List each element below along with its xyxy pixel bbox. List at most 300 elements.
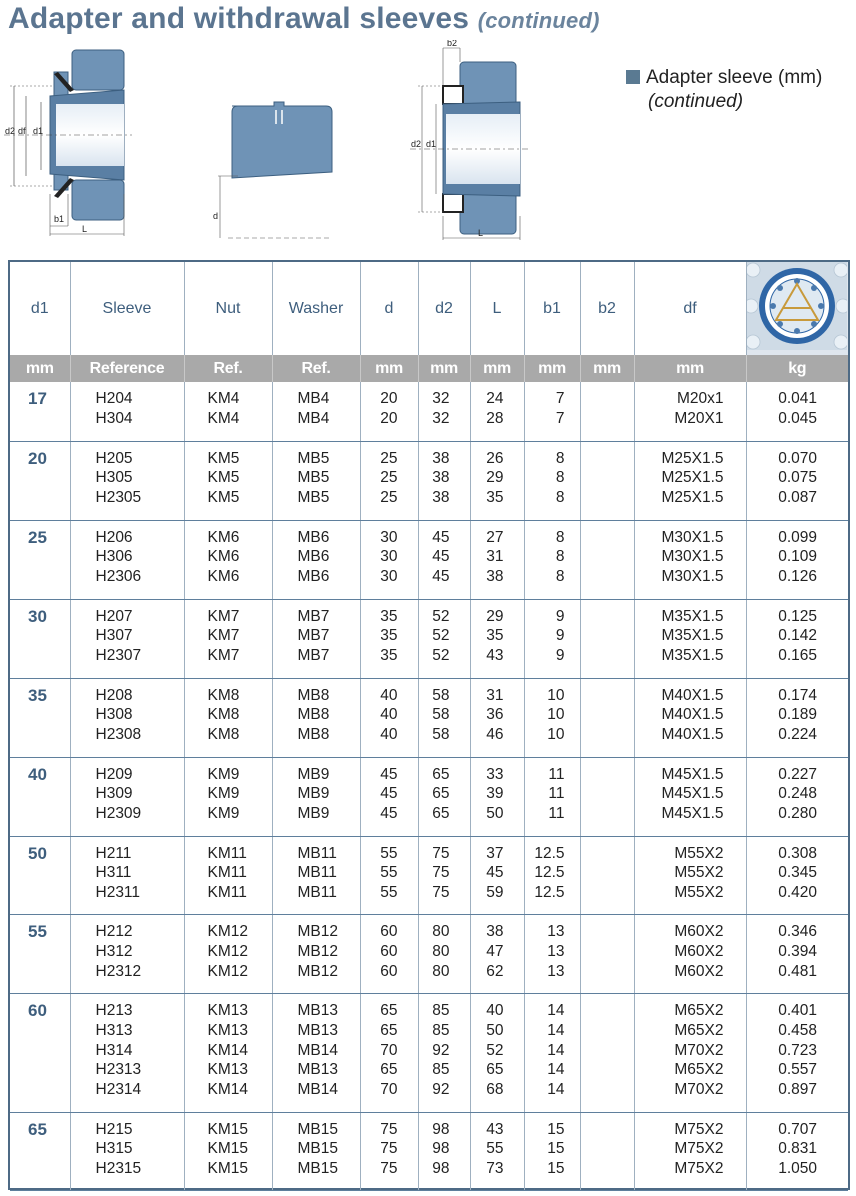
L-cell-line: 33 — [486, 765, 504, 783]
legend-label: Adapter sleeve (mm) — [646, 67, 823, 88]
df-cell-line: M55X2 — [674, 844, 724, 862]
d-cell-line: 60 — [380, 943, 398, 961]
sleeve-ref-cell-line: H2311 — [95, 883, 141, 901]
b1-cell-line: 14 — [547, 1041, 565, 1059]
kg-cell-line: 0.248 — [778, 785, 817, 803]
sleeve-ref-cell — [70, 915, 184, 994]
nut-ref-cell — [184, 994, 272, 1112]
d2-cell — [418, 520, 470, 599]
washer-ref-cell-line: MB12 — [297, 923, 338, 941]
df-cell-line: M20x1 — [676, 390, 724, 407]
fig1-d1-label: d1 — [33, 126, 44, 136]
nut-ref-cell — [184, 915, 272, 994]
df-cell-line: M30X1.5 — [661, 548, 724, 566]
d2-cell-line: 45 — [432, 548, 450, 566]
kg-cell — [746, 382, 848, 441]
table-row — [10, 836, 848, 915]
nut-ref-cell-line: KM5 — [207, 489, 240, 507]
sleeve-ref-cell — [70, 441, 184, 520]
d-cell-line: 40 — [380, 706, 398, 724]
d2-cell-line: 45 — [432, 528, 450, 546]
unit-b1: mm — [524, 355, 580, 382]
nut-ref-cell — [184, 520, 272, 599]
b1-cell — [524, 382, 580, 441]
d2-cell — [418, 382, 470, 441]
d-cell-line: 30 — [380, 528, 398, 546]
df-cell-line: M25X1.5 — [661, 449, 724, 467]
sleeve-ref-cell-line: H209 — [95, 765, 133, 783]
df-cell-line: M60X2 — [674, 943, 724, 961]
d2-cell — [418, 836, 470, 915]
d-cell-line: 45 — [380, 804, 398, 822]
df-cell-line: M40X1.5 — [661, 725, 724, 743]
kg-cell-line: 0.126 — [778, 567, 817, 585]
nut-ref-cell-line: KM5 — [207, 469, 240, 487]
row-d1-line: 20 — [28, 448, 47, 468]
b2-cell — [580, 915, 634, 994]
d2-cell-line: 98 — [432, 1140, 450, 1158]
b1-cell-line: 14 — [547, 1080, 565, 1098]
row-d1-line: 17 — [28, 389, 47, 408]
unit-sleeve: Reference — [70, 355, 184, 382]
row-d1 — [10, 599, 70, 678]
b1-cell-line: 8 — [555, 469, 565, 487]
d2-cell-line: 52 — [432, 627, 450, 645]
b1-cell-line: 7 — [555, 409, 565, 427]
b1-cell — [524, 836, 580, 915]
b1-cell — [524, 757, 580, 836]
nut-ref-cell-line: KM8 — [207, 706, 240, 724]
L-cell-line: 73 — [486, 1159, 504, 1177]
df-cell-line: M70X2 — [674, 1080, 724, 1098]
col-header-d1: d1 — [10, 262, 70, 355]
b1-cell-line: 8 — [555, 449, 565, 467]
col-header-df: df — [634, 262, 746, 355]
b1-cell-line: 15 — [547, 1120, 565, 1138]
table-row — [10, 994, 848, 1112]
table-row — [10, 915, 848, 994]
b1-cell-line: 13 — [547, 943, 565, 961]
washer-ref-cell-line: MB12 — [297, 943, 338, 961]
fig3-L-label: L — [478, 228, 484, 238]
L-cell-line: 38 — [486, 567, 504, 585]
L-cell-line: 45 — [486, 864, 504, 882]
d-cell-line: 60 — [380, 962, 398, 980]
washer-ref-cell-line: MB7 — [297, 607, 330, 625]
washer-ref-cell — [272, 520, 360, 599]
kg-cell — [746, 836, 848, 915]
L-cell — [470, 994, 524, 1112]
df-cell-line: M35X1.5 — [661, 646, 724, 664]
unit-L: mm — [470, 355, 524, 382]
L-cell-line: 28 — [486, 409, 504, 427]
df-cell-line: M30X1.5 — [661, 528, 724, 546]
b2-cell-line — [581, 1120, 614, 1140]
b1-cell-line: 15 — [547, 1140, 565, 1158]
d2-cell — [418, 994, 470, 1112]
washer-ref-cell-line: MB6 — [297, 548, 330, 566]
L-cell-line: 26 — [486, 449, 504, 467]
b2-cell-line — [581, 922, 614, 942]
kg-cell-line: 0.280 — [778, 804, 817, 822]
nut-ref-cell-line: KM14 — [207, 1041, 248, 1059]
kg-cell-line: 0.099 — [778, 528, 817, 546]
kg-cell-line: 0.174 — [778, 686, 817, 704]
df-cell — [634, 441, 746, 520]
d-cell — [360, 678, 418, 757]
row-d1-line: 65 — [28, 1119, 47, 1139]
df-cell — [634, 520, 746, 599]
sleeve-ref-cell-line: H207 — [95, 607, 133, 625]
b1-cell-line: 7 — [555, 390, 565, 407]
d-cell-line: 75 — [380, 1120, 398, 1138]
table-row — [10, 757, 848, 836]
row-d1 — [10, 441, 70, 520]
b2-cell-line — [581, 844, 614, 864]
sleeve-ref-cell-line: H314 — [95, 1041, 133, 1059]
df-cell-line: M65X2 — [674, 1061, 724, 1079]
d-cell-line: 30 — [380, 548, 398, 566]
b2-cell — [580, 382, 634, 441]
kg-cell — [746, 599, 848, 678]
d2-cell-line: 52 — [432, 607, 450, 625]
nut-ref-cell-line: KM12 — [207, 943, 248, 961]
b2-cell — [580, 994, 634, 1112]
d-cell — [360, 757, 418, 836]
b1-cell-line: 11 — [548, 765, 565, 783]
L-cell-line: 68 — [486, 1080, 504, 1098]
b2-cell — [580, 1112, 634, 1191]
washer-ref-cell-line: MB11 — [297, 844, 337, 862]
kg-cell-line: 0.087 — [778, 489, 817, 507]
sleeve-ref-cell — [70, 836, 184, 915]
df-cell-line: M30X1.5 — [661, 567, 724, 585]
kg-cell-line: 0.224 — [778, 725, 817, 743]
sleeve-ref-cell-line: H2313 — [95, 1061, 142, 1079]
kg-cell — [746, 994, 848, 1112]
b1-cell-line: 12.5 — [534, 883, 565, 901]
nut-ref-cell-line: KM11 — [207, 883, 247, 901]
sleeve-ref-cell-line: H2312 — [95, 962, 142, 980]
d2-cell-line: 80 — [432, 943, 450, 961]
L-cell — [470, 382, 524, 441]
row-d1-line: 25 — [28, 527, 47, 547]
L-cell-line: 65 — [486, 1061, 504, 1079]
d-cell — [360, 915, 418, 994]
b2-cell — [580, 520, 634, 599]
d2-cell-line: 65 — [432, 804, 450, 822]
row-d1 — [10, 836, 70, 915]
kg-cell-line: 0.557 — [778, 1061, 817, 1079]
washer-ref-cell-line: MB6 — [297, 567, 330, 585]
L-cell — [470, 836, 524, 915]
d-cell — [360, 520, 418, 599]
kg-cell-line: 0.041 — [778, 390, 817, 407]
b1-cell-line: 8 — [555, 528, 565, 546]
washer-ref-cell-line: MB14 — [297, 1041, 338, 1059]
df-cell — [634, 678, 746, 757]
sleeve-ref-cell-line: H315 — [95, 1140, 133, 1158]
col-header-L: L — [470, 262, 524, 355]
b1-cell — [524, 915, 580, 994]
L-cell-line: 38 — [486, 923, 504, 941]
washer-ref-cell-line: MB4 — [297, 409, 330, 427]
L-cell-line: 46 — [486, 725, 504, 743]
kg-cell — [746, 757, 848, 836]
fig1-df-label: df — [18, 126, 26, 136]
row-d1-line: 35 — [28, 685, 47, 705]
d2-cell-line: 85 — [432, 1061, 450, 1079]
sleeve-ref-cell-line: H208 — [95, 686, 133, 704]
b1-cell — [524, 1112, 580, 1191]
d-cell-line: 45 — [380, 765, 398, 783]
L-cell-line: 24 — [486, 390, 504, 407]
d-cell-line: 55 — [380, 844, 398, 862]
d-cell — [360, 382, 418, 441]
kg-cell-line: 0.109 — [778, 548, 817, 566]
fig1-d2-label: d2 — [5, 126, 16, 136]
washer-ref-cell-line: MB8 — [297, 725, 330, 743]
b1-cell — [524, 994, 580, 1112]
d-cell-line: 25 — [380, 489, 398, 507]
d2-cell — [418, 441, 470, 520]
washer-ref-cell-line: MB9 — [297, 765, 330, 783]
nut-ref-cell-line: KM9 — [207, 785, 240, 803]
d2-cell-line: 92 — [432, 1041, 450, 1059]
d-cell — [360, 1112, 418, 1191]
nut-ref-cell-line: KM11 — [207, 844, 247, 862]
nut-ref-cell-line: KM7 — [207, 627, 240, 645]
d2-cell-line: 75 — [432, 844, 450, 862]
unit-d: mm — [360, 355, 418, 382]
nut-ref-cell-line: KM15 — [207, 1140, 248, 1158]
washer-ref-cell — [272, 678, 360, 757]
d-cell-line: 25 — [380, 449, 398, 467]
sleeve-ref-cell-line: H306 — [95, 548, 133, 566]
L-cell-line: 29 — [486, 607, 504, 625]
sleeve-ref-cell — [70, 678, 184, 757]
fig3-d2-label: d2 — [411, 139, 422, 149]
d-cell-line: 70 — [380, 1080, 398, 1098]
L-cell-line: 35 — [486, 489, 504, 507]
fig3-b2-label: b2 — [447, 40, 458, 48]
title-main: Adapter and withdrawal sleeves — [8, 2, 470, 35]
L-cell-line: 62 — [486, 962, 504, 980]
fig2-d-label: d — [213, 211, 219, 221]
b2-cell-line — [581, 1001, 614, 1021]
L-cell — [470, 757, 524, 836]
unit-b2: mm — [580, 355, 634, 382]
d2-cell-line: 52 — [432, 646, 450, 664]
sleeve-profile-drawing — [208, 100, 338, 245]
L-cell — [470, 915, 524, 994]
washer-ref-cell-line: MB13 — [297, 1021, 338, 1039]
L-cell-line: 43 — [486, 646, 504, 664]
b2-cell-line — [581, 528, 614, 548]
unit-d2: mm — [418, 355, 470, 382]
nut-ref-cell-line: KM13 — [207, 1002, 248, 1020]
sleeve-ref-cell-line: H2315 — [95, 1159, 142, 1177]
sleeve-ref-cell-line: H2309 — [95, 804, 142, 822]
d2-cell — [418, 915, 470, 994]
d2-cell — [418, 1112, 470, 1191]
d2-cell-line: 85 — [432, 1021, 450, 1039]
washer-ref-cell-line: MB15 — [297, 1159, 338, 1177]
df-cell-line: M40X1.5 — [661, 686, 724, 704]
legend — [626, 66, 822, 114]
washer-ref-cell — [272, 382, 360, 441]
df-cell-line: M25X1.5 — [661, 469, 724, 487]
sleeve-ref-cell-line: H206 — [95, 528, 133, 546]
d-cell — [360, 441, 418, 520]
b2-cell — [580, 599, 634, 678]
sleeve-ref-cell-line: H2314 — [95, 1080, 142, 1098]
table-row — [10, 441, 848, 520]
kg-cell — [746, 678, 848, 757]
sleeve-ref-cell-line: H311 — [95, 864, 132, 882]
nut-ref-cell-line: KM6 — [207, 567, 240, 585]
unit-df: mm — [634, 355, 746, 382]
washer-ref-cell-line: MB5 — [297, 469, 330, 487]
d2-cell-line: 98 — [432, 1120, 450, 1138]
sleeve-ref-cell — [70, 1112, 184, 1191]
nut-ref-cell-line: KM5 — [207, 449, 240, 467]
unit-washer: Ref. — [272, 355, 360, 382]
d2-cell-line: 92 — [432, 1080, 450, 1098]
row-d1 — [10, 915, 70, 994]
df-cell-line: M55X2 — [674, 864, 724, 882]
d-cell-line: 45 — [380, 785, 398, 803]
nut-ref-cell-line: KM12 — [207, 923, 248, 941]
L-cell-line: 31 — [486, 548, 504, 566]
col-header-b2: b2 — [580, 262, 634, 355]
L-cell-line: 37 — [486, 844, 504, 862]
washer-ref-cell-line: MB11 — [297, 883, 337, 901]
d-cell-line: 35 — [380, 607, 398, 625]
col-header-nut: Nut — [184, 262, 272, 355]
d-cell-line: 40 — [380, 725, 398, 743]
nut-ref-cell — [184, 441, 272, 520]
d2-cell-line: 98 — [432, 1159, 450, 1177]
washer-ref-cell-line: MB9 — [297, 804, 330, 822]
table-row — [10, 678, 848, 757]
sleeve-ref-cell-line: H313 — [95, 1021, 133, 1039]
kg-cell-line: 0.420 — [778, 883, 817, 901]
nut-ref-cell — [184, 678, 272, 757]
kg-cell-line: 0.075 — [778, 469, 817, 487]
washer-ref-cell-line: MB8 — [297, 706, 330, 724]
b1-cell-line: 10 — [547, 725, 565, 743]
L-cell-line: 29 — [486, 469, 504, 487]
sleeve-table-frame — [8, 260, 850, 1190]
d-cell — [360, 836, 418, 915]
d-cell-line: 65 — [380, 1061, 398, 1079]
kg-cell-line: 0.142 — [778, 627, 817, 645]
d2-cell — [418, 678, 470, 757]
washer-ref-cell-line: MB13 — [297, 1061, 338, 1079]
L-cell-line: 59 — [486, 883, 504, 901]
row-d1-line: 50 — [28, 843, 47, 863]
washer-ref-cell-line: MB12 — [297, 962, 338, 980]
row-d1 — [10, 1112, 70, 1191]
d2-cell-line: 38 — [432, 469, 450, 487]
df-cell-line: M40X1.5 — [661, 706, 724, 724]
washer-ref-cell-line: MB13 — [297, 1002, 338, 1020]
d2-cell-line: 75 — [432, 883, 450, 901]
sleeve-ref-cell-line: H308 — [95, 706, 133, 724]
d2-cell — [418, 757, 470, 836]
d-cell-line: 55 — [380, 864, 398, 882]
sleeve-ref-cell-line: H309 — [95, 785, 133, 803]
L-cell-line: 36 — [486, 706, 504, 724]
d2-cell-line: 58 — [432, 706, 450, 724]
b2-cell-line — [581, 686, 614, 706]
nut-ref-cell-line: KM12 — [207, 962, 248, 980]
d2-cell-line: 58 — [432, 725, 450, 743]
nut-ref-cell — [184, 836, 272, 915]
b1-cell-line: 9 — [555, 646, 565, 664]
d2-cell-line: 32 — [432, 390, 450, 407]
kg-cell-line: 0.458 — [778, 1021, 817, 1039]
nut-ref-cell-line: KM15 — [207, 1159, 248, 1177]
nut-ref-cell-line: KM8 — [207, 686, 240, 704]
units-row — [10, 355, 848, 382]
df-cell — [634, 757, 746, 836]
df-cell-line: M60X2 — [674, 962, 724, 980]
unit-d1: mm — [10, 355, 70, 382]
b1-cell-line: 14 — [547, 1021, 565, 1039]
table-row — [10, 520, 848, 599]
nut-ref-cell-line: KM9 — [207, 804, 240, 822]
col-header-b1: b1 — [524, 262, 580, 355]
d-cell-line: 35 — [380, 646, 398, 664]
df-cell-line: M25X1.5 — [661, 489, 724, 507]
sleeve-ref-cell-line: H215 — [95, 1120, 133, 1138]
d-cell — [360, 994, 418, 1112]
title-suffix: (continued) — [477, 8, 600, 33]
nut-ref-cell-line: KM4 — [207, 390, 240, 407]
d-cell-line: 60 — [380, 923, 398, 941]
washer-ref-cell — [272, 994, 360, 1112]
nut-ref-cell — [184, 1112, 272, 1191]
sleeve-table — [10, 262, 848, 1191]
sleeve-ref-cell — [70, 382, 184, 441]
L-cell-line: 52 — [486, 1041, 504, 1059]
d-cell-line: 75 — [380, 1140, 398, 1158]
b1-cell-line: 11 — [548, 804, 565, 822]
washer-ref-cell-line: MB15 — [297, 1120, 338, 1138]
nut-ref-cell-line: KM15 — [207, 1120, 248, 1138]
table-row — [10, 599, 848, 678]
L-cell — [470, 520, 524, 599]
d2-cell-line: 85 — [432, 1002, 450, 1020]
d2-cell-line: 58 — [432, 686, 450, 704]
d-cell-line: 65 — [380, 1002, 398, 1020]
b2-cell-line — [581, 389, 614, 409]
bearing-logo — [746, 262, 848, 355]
bearing-logo-icon — [747, 262, 847, 350]
L-cell-line: 47 — [486, 943, 504, 961]
df-cell-line: M65X2 — [674, 1002, 724, 1020]
row-d1-line: 60 — [28, 1001, 47, 1021]
nut-ref-cell-line: KM13 — [207, 1061, 248, 1079]
d2-cell-line: 75 — [432, 864, 450, 882]
b1-cell — [524, 599, 580, 678]
washer-ref-cell — [272, 441, 360, 520]
b1-cell-line: 8 — [555, 548, 565, 566]
L-cell-line: 40 — [486, 1002, 504, 1020]
d2-cell-line: 65 — [432, 765, 450, 783]
